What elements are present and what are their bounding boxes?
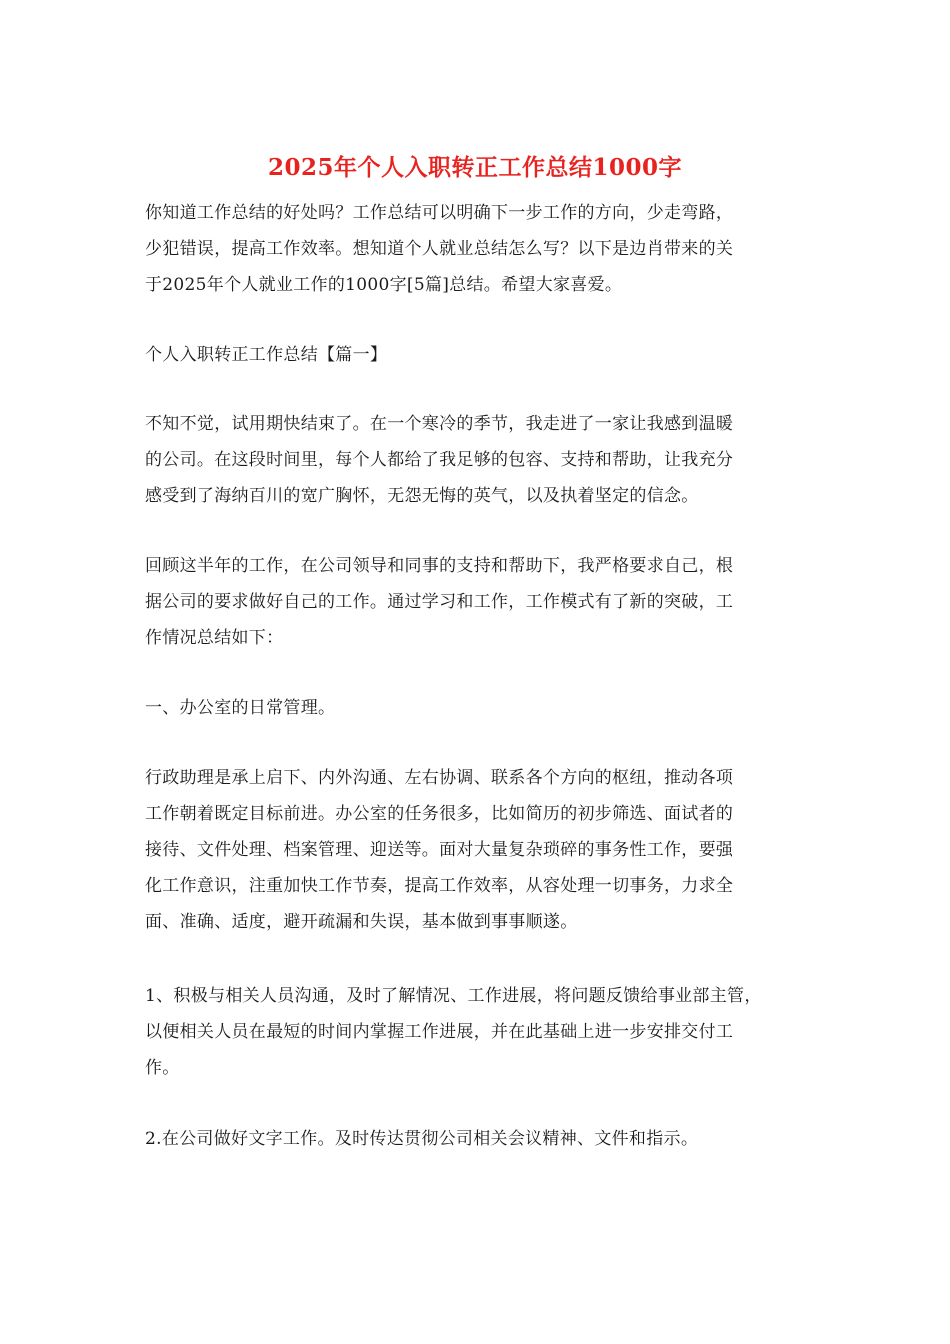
paragraph-line: 作情况总结如下： bbox=[145, 628, 284, 648]
subsection-heading bbox=[145, 690, 835, 726]
body-paragraph bbox=[145, 406, 835, 514]
paragraph-line: 个人入职转正工作总结【篇一】 bbox=[145, 345, 388, 365]
body-paragraph bbox=[145, 548, 835, 656]
body-paragraph bbox=[145, 1121, 835, 1157]
body-paragraph bbox=[145, 978, 835, 1086]
paragraph-line: 1、积极与相关人员沟通，及时了解情况、工作进展，将问题反馈给事业部主管， bbox=[145, 986, 762, 1006]
section-heading bbox=[145, 337, 835, 373]
paragraph-line: 行政助理是承上启下、内外沟通、左右协调、联系各个方向的枢纽，推动各项 bbox=[145, 768, 734, 788]
paragraph-line: 2.在公司做好文字工作。及时传达贯彻公司相关会议精神、文件和指示。 bbox=[145, 1129, 699, 1149]
paragraph-line: 化工作意识，注重加快工作节奏，提高工作效率，从容处理一切事务，力求全 bbox=[145, 876, 734, 896]
paragraph-line: 回顾这半年的工作，在公司领导和同事的支持和帮助下，我严格要求自己，根 bbox=[145, 556, 734, 576]
paragraph-line: 少犯错误，提高工作效率。想知道个人就业总结怎么写？以下是边肖带来的关 bbox=[145, 239, 734, 259]
paragraph-line: 于2025年个人就业工作的1000字[5篇]总结。希望大家喜爱。 bbox=[145, 275, 623, 295]
paragraph-line: 的公司。在这段时间里，每个人都给了我足够的包容、支持和帮助，让我充分 bbox=[145, 450, 734, 470]
paragraph-line: 作。 bbox=[145, 1058, 180, 1078]
paragraph-line: 感受到了海纳百川的宽广胸怀，无怨无悔的英气，以及执着坚定的信念。 bbox=[145, 486, 699, 506]
intro-paragraph bbox=[145, 195, 835, 303]
paragraph-line: 以便相关人员在最短的时间内掌握工作进展，并在此基础上进一步安排交付工 bbox=[145, 1022, 734, 1042]
paragraph-line: 面、准确、适度，避开疏漏和失误，基本做到事事顺遂。 bbox=[145, 912, 578, 932]
paragraph-line: 不知不觉，试用期快结束了。在一个寒冷的季节，我走进了一家让我感到温暖 bbox=[145, 414, 734, 434]
body-paragraph bbox=[145, 760, 835, 940]
paragraph-line: 你知道工作总结的好处吗？工作总结可以明确下一步工作的方向，少走弯路， bbox=[145, 203, 734, 223]
document-title: 2025年个人入职转正工作总结1000字 bbox=[267, 154, 683, 181]
paragraph-line: 一、办公室的日常管理。 bbox=[145, 698, 336, 718]
paragraph-line: 工作朝着既定目标前进。办公室的任务很多，比如简历的初步筛选、面试者的 bbox=[145, 804, 734, 824]
paragraph-line: 据公司的要求做好自己的工作。通过学习和工作，工作模式有了新的突破，工 bbox=[145, 592, 734, 612]
paragraph-line: 接待、文件处理、档案管理、迎送等。面对大量复杂琐碎的事务性工作，要强 bbox=[145, 840, 734, 860]
